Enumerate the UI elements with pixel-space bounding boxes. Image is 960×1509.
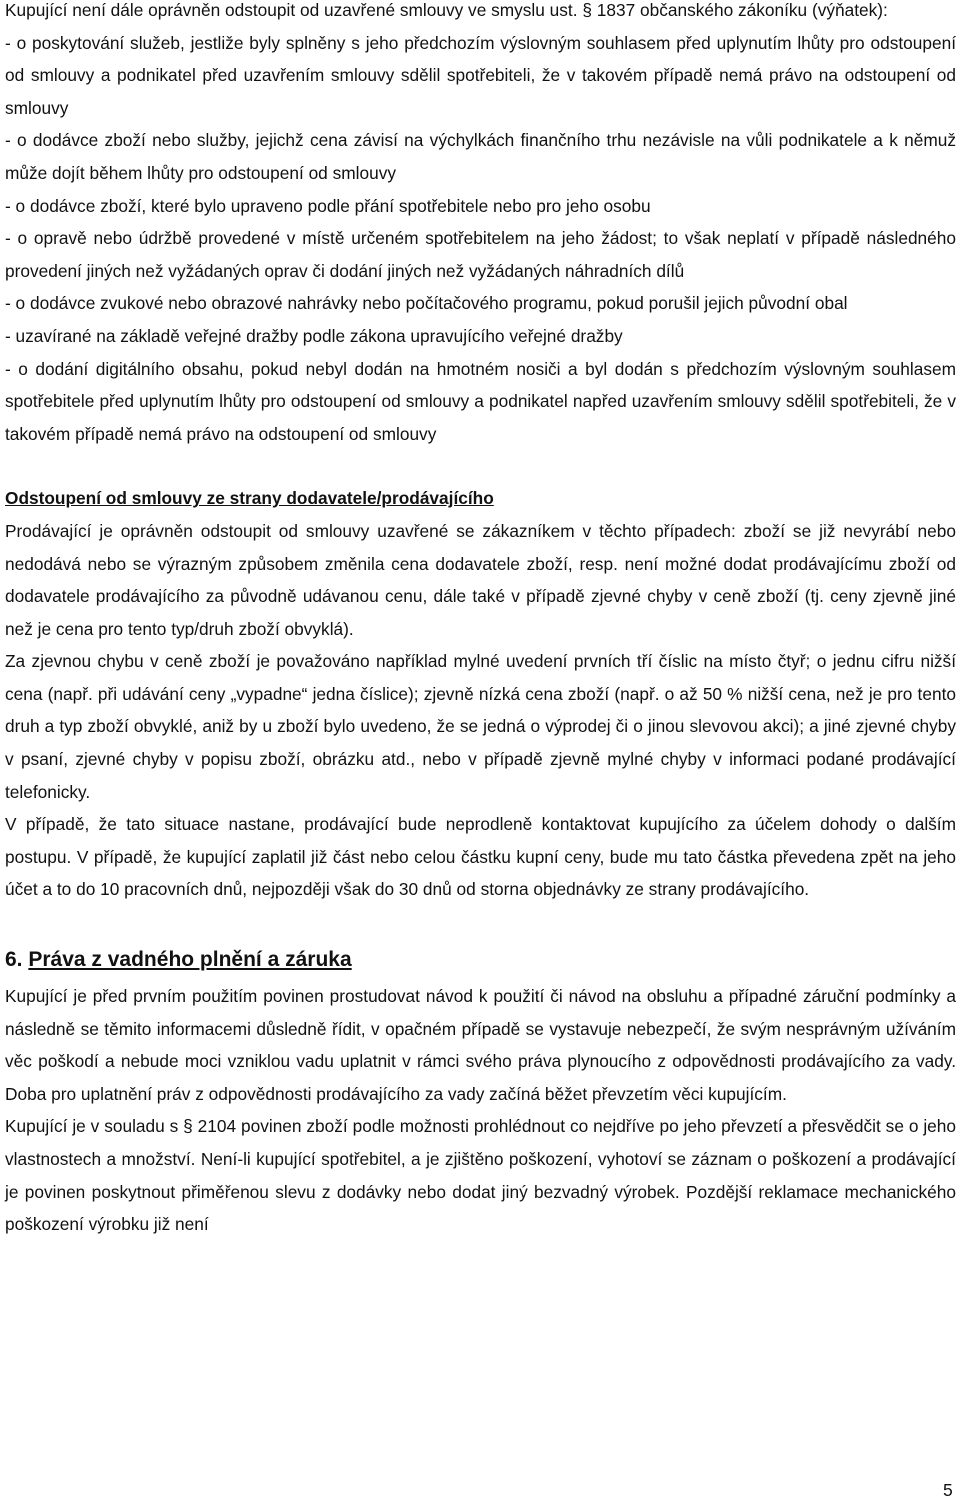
exception-item: - o opravě nebo údržbě provedené v místě určeném spotřebitelem na jeho žádost; to však neplatí v případě následného provedení jiných než vyžádaných oprav či dodání jiných než vyžádaných náhradních dílů bbox=[5, 228, 956, 281]
section-6-paragraph: Kupující je v souladu s § 2104 povinen zboží podle možnosti prohlédnout co nejdříve po jeho převzetí a přesvědčit se o jeho vlastnostech a množství. Není-li kupující spotřebitel, a je zjištěno poškození, vyhotoví se záznam o poškození a prodávající je povinen poskytnout přiměřenou slevu z dodávky nebo dodat jiný bezvadný výrobek. Pozdější reklamace mechanického poškození výrobku již není bbox=[5, 1116, 956, 1235]
exception-item: - o dodávce zboží, které bylo upraveno podle přání spotřebitele nebo pro jeho osobu bbox=[5, 195, 651, 216]
exception-item: - o dodávce zvukové nebo obrazové nahrávky nebo počítačového programu, pokud porušil jejich původní obal bbox=[5, 293, 848, 314]
seller-withdrawal-paragraph: Prodávající je oprávněn odstoupit od smlouvy uzavřené se zákazníkem v těchto případech: zboží se již nevyrábí nebo nedodává nebo se výrazným způsobem změnila cena dodavatele zboží, resp. není možné dodat prodávajícímu zboží od dodavatele prodávajícího za původně udávanou cenu, dále také v případě zjevné chyby v ceně zboží (tj. ceny zjevně jiné než je cena pro tento typ/druh zboží obvyklá). bbox=[5, 520, 956, 639]
document-page bbox=[5, 0, 956, 1241]
spacer bbox=[5, 906, 956, 940]
section-6-heading bbox=[5, 940, 956, 980]
intro-paragraph: Kupující není dále oprávněn odstoupit od uzavřené smlouvy ve smyslu ust. § 1837 občanského zákoníku (výňatek): bbox=[5, 0, 888, 20]
exception-item: - o dodávce zboží nebo služby, jejichž cena závisí na výchylkách finančního trhu nezávisle na vůli podnikatele a k němuž může dojít během lhůty pro odstoupení od smlouvy bbox=[5, 130, 956, 183]
section-number: 6. bbox=[5, 948, 23, 972]
seller-withdrawal-paragraph: V případě, že tato situace nastane, prodávající bude neprodleně kontaktovat kupujícího za účelem dohody o dalším postupu. V případě, že kupující zaplatil již část nebo celou částku kupní ceny, bude mu tato částka převedena zpět na jeho účet a to do 10 pracovních dnů, nejpozději však do 30 dnů od storna objednávky ze strany prodávajícího. bbox=[5, 814, 956, 900]
section-title: Práva z vadného plnění a záruka bbox=[28, 948, 352, 972]
seller-withdrawal-paragraph: Za zjevnou chybu v ceně zboží je považováno například mylné uvedení prvních tří číslic na místo čtyř; o jednu cifru nižší cena (např. při udávání ceny „vypadne“ jedna číslice); zjevně nízká cena zboží (např. o až 50 % nižší cena, než je pro tento druh a typ zboží obvyklé, aniž by u zboží bylo uvedeno, že se jedná o výprodej či o jinou slevovou akci); a jiné zjevné chyby v psaní, zjevné chyby v popisu zboží, obrázku atd., nebo v případě zjevně mylné chyby v informaci podané prodávající telefonicky. bbox=[5, 651, 956, 802]
seller-withdrawal-heading: Odstoupení od smlouvy ze strany dodavatele/prodávajícího bbox=[5, 488, 494, 509]
spacer bbox=[5, 450, 956, 482]
exception-item: - o dodání digitálního obsahu, pokud nebyl dodán na hmotném nosiči a byl dodán s předchozím výslovným souhlasem spotřebitele před uplynutím lhůty pro odstoupení od smlouvy a podnikatel napřed uzavřením smlouvy sdělil spotřebiteli, že v takovém případě nemá právo na odstoupení od smlouvy bbox=[5, 358, 956, 444]
page-number: 5 bbox=[943, 1480, 953, 1500]
exception-item: - uzavírané na základě veřejné dražby podle zákona upravujícího veřejné dražby bbox=[5, 325, 623, 346]
exception-item: - o poskytování služeb, jestliže byly splněny s jeho předchozím výslovným souhlasem před uplynutím lhůty pro odstoupení od smlouvy a podnikatel před uzavřením smlouvy sdělil spotřebiteli, že v takovém případě nemá právo na odstoupení od smlouvy bbox=[5, 32, 956, 118]
section-6-paragraph: Kupující je před prvním použitím povinen prostudovat návod k použití či návod na obsluhu a případné záruční podmínky a následně se těmito informacemi důsledně řídit, v opačném případě se vystavuje nebezpečí, že svým nesprávným užíváním věc poškodí a nebude moci vzniklou vadu uplatnit v rámci svého práva plynoucího z odpovědnosti prodávajícího za vady. Doba pro uplatnění práv z odpovědnosti prodávajícího za vady začíná běžet převzetím věci kupujícím. bbox=[5, 986, 956, 1104]
